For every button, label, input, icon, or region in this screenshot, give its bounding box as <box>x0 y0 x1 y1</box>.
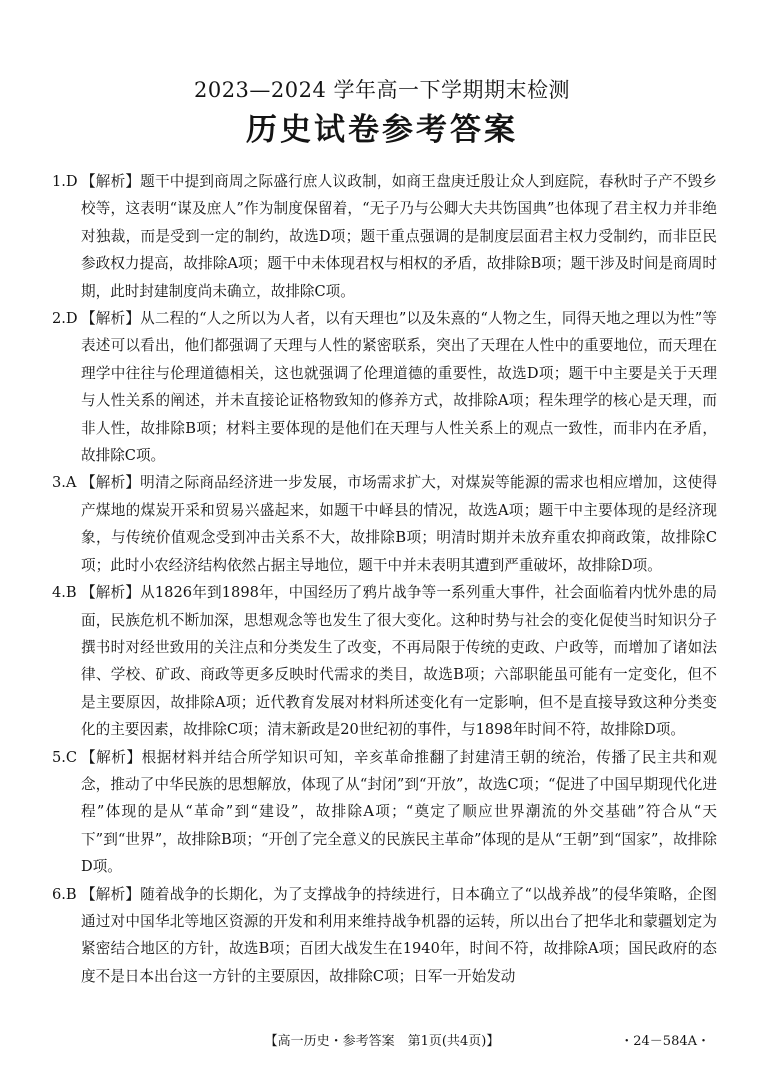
answer-explanation: 【解析】根据材料并结合所学知识可知，辛亥革命推翻了封建清王朝的统治，传播了民主共和观念，推动了中华民族的思想解放，体现了从“封闭”到“开放”，故选C项；“促进了中国早期现代化进程”体现的是从“革命”到“建设”，故排除A项；“奠定了顺应世界潮流的外交基础”符合从“天下”到“世界”，故排除B项；“开创了完全意义的民族民主革命”体现的是从“王朝”到“国家”，故排除D项。 <box>81 748 717 876</box>
answer-number: 3.A <box>52 474 77 492</box>
answer-item-5 <box>52 744 717 881</box>
answer-item-2 <box>52 305 717 469</box>
answer-item-4 <box>52 579 717 743</box>
answer-explanation: 【解析】从二程的“人之所以为人者，以有天理也”以及朱熹的“人物之生，同得天地之理以为性”等表述可以看出，他们都强调了天理与人性的紧密联系，突出了天理在人性中的重要地位，而天理在理学中往往与伦理道德相关，这也就强调了伦理道德的重要性，故选D项；题干中主要是关于天理与人性关系的阐述，并未直接论证格物致知的修养方式，故排除A项；程朱理学的核心是天理，而非人性，故排除B项；材料主要体现的是他们在天理与人性关系上的观点一致性，而非内在矛盾，故排除C项。 <box>81 310 717 465</box>
answer-number: 5.C <box>52 748 78 766</box>
answer-explanation: 【解析】明清之际商品经济进一步发展，市场需求扩大，对煤炭等能源的需求也相应增加，这使得产煤地的煤炭开采和贸易兴盛起来，如题干中峄县的情况，故选A项；题干中主要体现的是经济现象，与传统价值观念受到冲击关系不大，故排除B项；明清时期并未放弃重农抑商政策，故排除C项；此时小农经济结构依然占据主导地位，题干中并未表明其遭到严重破坏，故排除D项。 <box>81 474 717 574</box>
answer-number: 2.D <box>52 310 78 328</box>
footer-page-info: 【高一历史・参考答案 第1页(共4页)】 <box>264 1034 500 1049</box>
answer-number: 4.B <box>52 584 77 602</box>
answer-item-1 <box>52 168 717 305</box>
exam-subtitle: 2023—2024 学年高一下学期期末检测 <box>193 78 571 102</box>
answer-number: 1.D <box>52 173 78 190</box>
answer-list <box>52 168 717 990</box>
answer-explanation: 【解析】从1826年到1898年，中国经历了鸦片战争等一系列重大事件，社会面临着内忧外患的局面，民族危机不断加深，思想观念等也发生了很大变化。这种时势与社会的变化促使当时知识分子撰书时对经世致用的关注点和分类发生了改变，不再局限于传统的吏政、户政等，而增加了诸如法律、学校、矿政、商政等更多反映时代需求的类目，故选B项；六部职能虽可能有一定变化，但不是主要原因，故排除A项；近代教育发展对材料所述变化有一定影响，但不是直接导致这种分类变化的主要因素，故排除C项；清末新政是20世纪初的事件，与1898年时间不符，故排除D项。 <box>81 584 717 739</box>
answer-explanation: 【解析】随着战争的长期化，为了支撑战争的持续进行，日本确立了“以战养战”的侵华策略，企图通过对中国华北等地区资源的开发和利用来维持战争机器的运转，所以出台了把华北和蒙疆划定为紧密结合地区的方针，故选B项；百团大战发生在1940年，时间不符，故排除A项；国民政府的态度不是日本出台这一方针的主要原因，故排除C项；日军一开始发动 <box>81 885 717 985</box>
answer-number: 6.B <box>52 885 77 903</box>
answer-explanation: 【解析】题干中提到商周之际盛行庶人议政制，如商王盘庚迁殷让众人到庭院，春秋时子产不毁乡校等，这表明“谋及庶人”作为制度保留着，“无子乃与公卿大夫共饬国典”也体现了君主权力并非绝对独裁，而是受到一定的制约，故选D项；题干重点强调的是制度层面君主权力受制约，而非臣民参政权力提高，故排除A项；题干中未体现君权与相权的矛盾，故排除B项；题干涉及时间是商周时期，此时封建制度尚未确立，故排除C项。 <box>81 173 717 300</box>
answer-item-6 <box>52 881 717 991</box>
answer-item-3 <box>52 469 717 579</box>
page-title: 历史试卷参考答案 <box>246 112 518 148</box>
footer-code: ・24－584A・ <box>620 1034 710 1049</box>
